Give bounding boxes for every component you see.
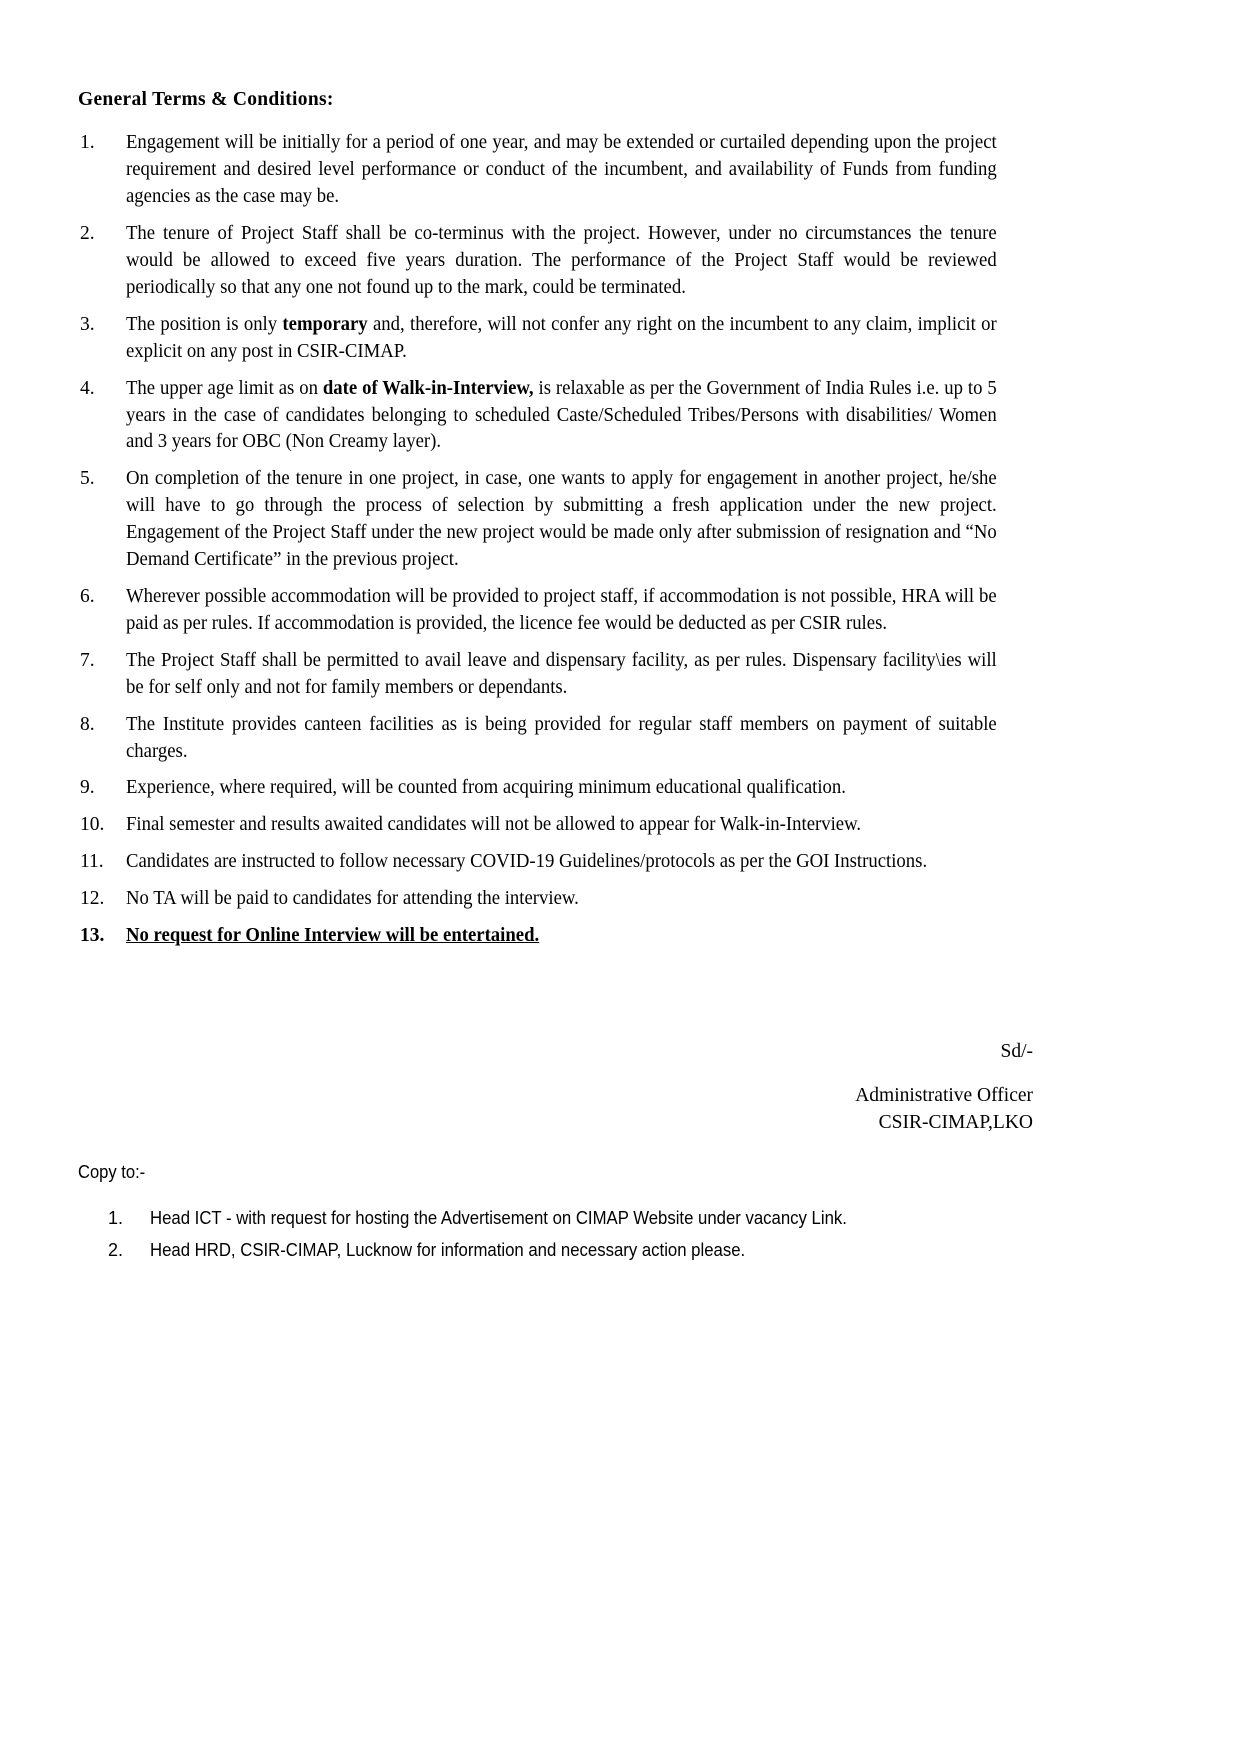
- term-item: [78, 849, 1033, 876]
- term-text-run: Candidates are instructed to follow necessary COVID-19 Guidelines/protocols as per the GOI Instructions.: [126, 851, 928, 873]
- term-text: [126, 812, 997, 839]
- term-text-run: The upper age limit as on: [126, 377, 323, 399]
- term-number: 5.: [80, 468, 95, 490]
- term-text: [126, 849, 997, 876]
- term-text-run: is relaxable as per the Government of India Rules i.e. up to 5 years in the case of candidates belonging to scheduled Caste/Scheduled Tribes/Persons with disabilities/ Women and 3 years for OBC (Non Creamy layer).: [126, 377, 997, 453]
- term-number: 2.: [80, 223, 95, 245]
- copy-to-text: Head HRD, CSIR-CIMAP, Lucknow for information and necessary action please.: [150, 1240, 746, 1261]
- term-text-run: On completion of the tenure in one project, in case, one wants to apply for engagement in another project, he/she will have to go through the process of selection by submitting a fresh application under the new project. Engagement of the Project Staff under the new project would be made only after submission of resignation and “No Demand Certificate” in the previous project.: [126, 468, 997, 571]
- term-text-run: Wherever possible accommodation will be provided to project staff, if accommodation is not possible, HRA will be paid as per rules. If accommodation is provided, the licence fee would be deducted as per CSIR rules.: [126, 585, 997, 634]
- term-number: 8.: [80, 713, 95, 735]
- term-text: [126, 466, 997, 574]
- signature-organisation: CSIR-CIMAP,LKO: [878, 1112, 1033, 1134]
- copy-to-label: Copy to:-: [78, 1162, 146, 1182]
- signature-designation: Administrative Officer: [855, 1084, 1033, 1106]
- term-text: [126, 221, 997, 302]
- terms-and-conditions-section: [78, 88, 1033, 960]
- copy-to-number: 2.: [108, 1240, 124, 1261]
- term-text-run: No TA will be paid to candidates for attending the interview.: [126, 888, 579, 910]
- copy-to-section: [78, 1162, 1033, 1269]
- term-number: 6.: [80, 585, 95, 607]
- term-item: [78, 775, 1033, 802]
- term-item: [78, 923, 1033, 950]
- term-text-run: Engagement will be initially for a period of one year, and may be extended or curtailed depending upon the project requirement and desired level performance or conduct of the incumbent, and availability of Funds from funding agencies as the case may be.: [126, 132, 997, 208]
- term-text: [126, 130, 997, 211]
- term-number: 12.: [80, 888, 105, 910]
- term-text-run: The Institute provides canteen facilities as is being provided for regular staff members on payment of suitable charges.: [126, 713, 997, 762]
- term-text: [126, 312, 997, 366]
- term-number: 1.: [80, 132, 95, 154]
- term-item: [78, 886, 1033, 913]
- copy-to-item: [108, 1205, 1033, 1231]
- term-item: [78, 376, 1033, 457]
- copy-to-item: [108, 1237, 1033, 1263]
- term-text-emphasis: date of Walk-in-Interview,: [322, 377, 534, 399]
- term-text-run: and, therefore, will not confer any right on the incumbent to any claim, implicit or explicit on any post in CSIR-CIMAP.: [126, 313, 997, 362]
- term-number: 10.: [80, 814, 105, 836]
- term-text: [126, 923, 997, 950]
- term-text-run: Final semester and results awaited candidates will not be allowed to appear for Walk-in-Interview.: [126, 814, 862, 836]
- term-item: [78, 312, 1033, 366]
- term-text: [126, 775, 997, 802]
- term-number: 13.: [80, 925, 105, 947]
- term-number: 7.: [80, 649, 95, 671]
- term-item: [78, 221, 1033, 302]
- copy-to-list: [78, 1205, 1033, 1263]
- term-item: [78, 712, 1033, 766]
- term-text: [126, 886, 997, 913]
- term-text-run: The position is only: [126, 313, 283, 335]
- term-text-emphasis: No request for Online Interview will be entertained.: [126, 925, 540, 947]
- term-text: [126, 712, 997, 766]
- terms-list: [78, 130, 1033, 950]
- term-text-run: The Project Staff shall be permitted to avail leave and dispensary facility, as per rules. Dispensary facility\ies will be for self only and not for family members or dependants.: [126, 649, 997, 698]
- signature-block: [78, 1038, 1033, 1137]
- term-text: [126, 648, 997, 702]
- term-text: [126, 376, 997, 457]
- signature-sd: Sd/-: [1000, 1041, 1033, 1062]
- copy-to-text: Head ICT - with request for hosting the Advertisement on CIMAP Website under vacancy Link.: [150, 1208, 847, 1228]
- page-title: General Terms & Conditions:: [78, 89, 334, 110]
- term-number: 9.: [80, 777, 95, 799]
- term-number: 4.: [80, 377, 95, 399]
- term-number: 11.: [80, 851, 104, 873]
- term-item: [78, 812, 1033, 839]
- term-item: [78, 648, 1033, 702]
- term-item: [78, 130, 1033, 211]
- term-text-emphasis: temporary: [282, 313, 368, 335]
- term-text-run: The tenure of Project Staff shall be co-terminus with the project. However, under no circumstances the tenure would be allowed to exceed five years duration. The performance of the Project Staff would be reviewed periodically so that any one not found up to the mark, could be terminated.: [126, 223, 997, 298]
- term-number: 3.: [80, 313, 95, 335]
- term-text: [126, 584, 997, 638]
- term-item: [78, 466, 1033, 574]
- copy-to-number: 1.: [108, 1208, 124, 1228]
- term-item: [78, 584, 1033, 638]
- term-text-run: Experience, where required, will be counted from acquiring minimum educational qualification.: [126, 777, 846, 799]
